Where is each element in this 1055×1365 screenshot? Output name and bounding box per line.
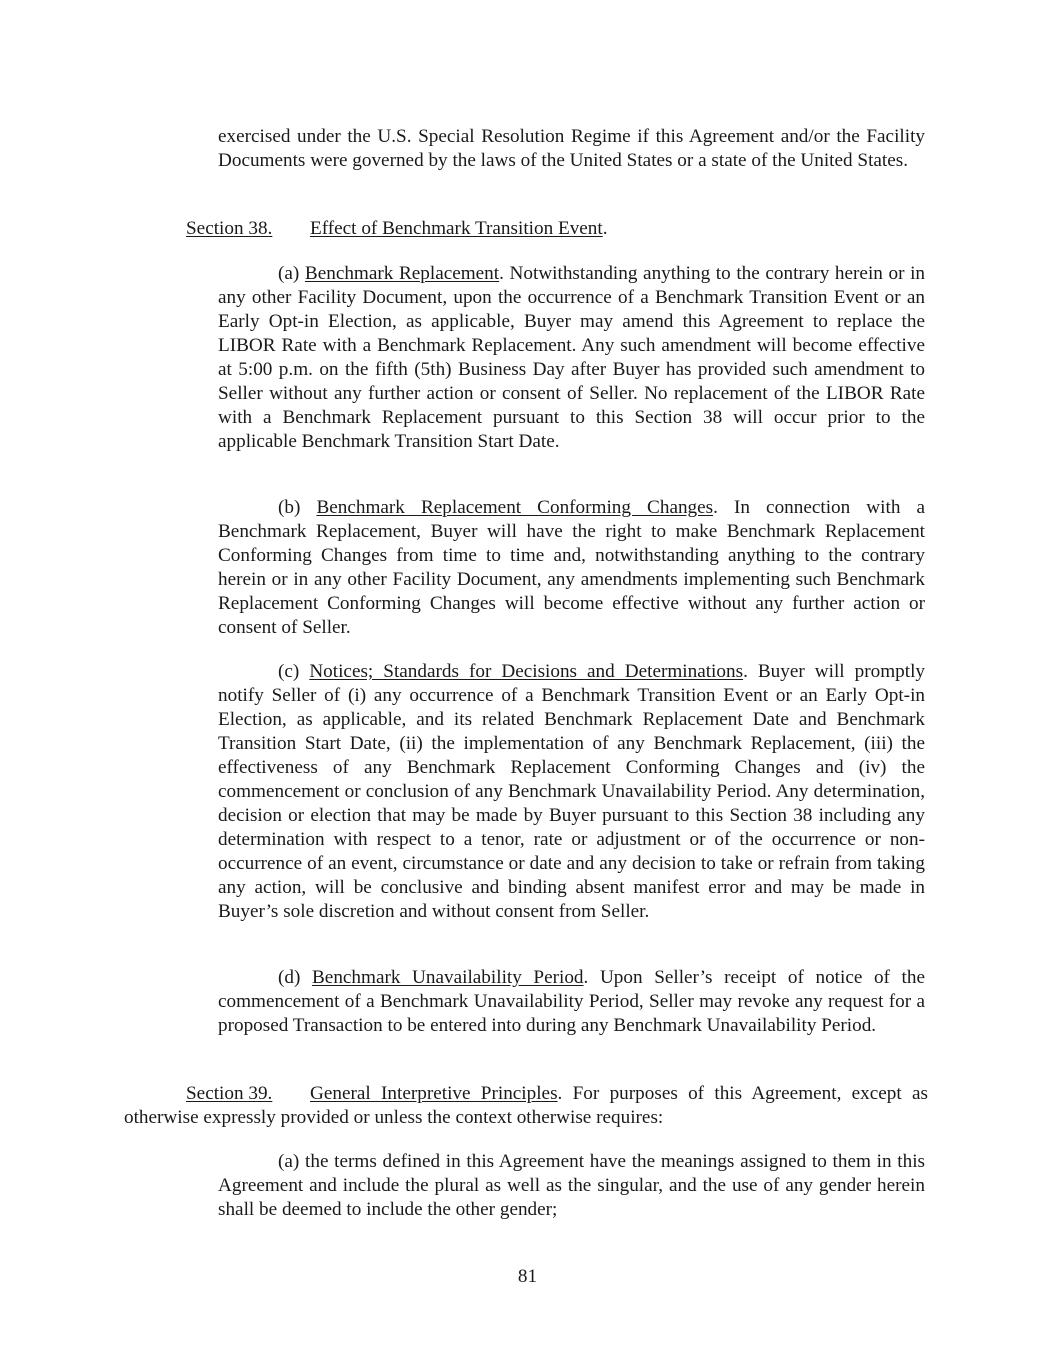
section-38-paragraph-b: (b) Benchmark Replacement Conforming Changes. In connection with a Benchmark Replacement, Buyer will have the right to make Benchmark Replacement Conforming Changes from time to time and, notwithstanding anything to the contrary herein or in any other Facility Document, any amendments implementing such Benchmark Replacement Conforming Changes will become effective without any further action or consent of Seller. — [218, 497, 926, 638]
section-39-paragraph-a: (a) the terms defined in this Agreement have the meanings assigned to them in this Agreement and include the plural as well as the singular, and the use of any gender herein shall be deemed to include the other gender; — [218, 1151, 925, 1220]
section-39-number: Section 39. — [186, 1083, 273, 1104]
section-38-paragraph-d: (d) Benchmark Unavailability Period. Upon Seller’s receipt of notice of the commencement of a Benchmark Unavailability Period, Seller may revoke any request for a proposed Transaction to be entered into during any Benchmark Unavailability Period. — [218, 967, 926, 1036]
section-39-title: General Interpretive Principles — [310, 1083, 558, 1104]
continuation-paragraph: exercised under the U.S. Special Resolution Regime if this Agreement and/or the Facility Documents were governed by the laws of the United States or a state of the United States. — [218, 126, 925, 171]
paragraph-d-heading: Benchmark Unavailability Period — [312, 967, 584, 988]
section-39-intro: Section 39. General Interpretive Principles. For purposes of this Agreement, except as otherwise expressly provided or unless the context otherwise requires: — [124, 1083, 928, 1128]
paragraph-b-heading: Benchmark Replacement Conforming Changes — [316, 497, 714, 518]
section-38-title: Effect of Benchmark Transition Event — [310, 218, 603, 239]
page-number: 81 — [517, 1266, 538, 1287]
section-38-number: Section 38. — [186, 218, 273, 239]
section-38-heading: Section 38. Effect of Benchmark Transition Event. — [186, 218, 608, 239]
paragraph-c-heading: Notices; Standards for Decisions and Determinations — [309, 661, 744, 682]
section-38-paragraph-a: (a) Benchmark Replacement. Notwithstanding anything to the contrary herein or in any other Facility Document, upon the occurrence of a Benchmark Transition Event or an Early Opt-in Election, as applicable, Buyer may amend this Agreement to replace the LIBOR Rate with a Benchmark Replacement. Any such amendment will become effective at 5:00 p.m. on the fifth (5th) Business Day after Buyer has provided such amendment to Seller without any further action or consent of Seller. No replacement of the LIBOR Rate with a Benchmark Replacement pursuant to this Section 38 will occur prior to the applicable Benchmark Transition Start Date. — [218, 263, 925, 452]
paragraph-a-heading: Benchmark Replacement — [304, 263, 500, 284]
section-38-paragraph-c: (c) Notices; Standards for Decisions and Determinations. Buyer will promptly notify Seller of (i) any occurrence of a Benchmark Transition Event or an Early Opt-in Election, as applicable, and its related Benchmark Replacement Date and Benchmark Transition Start Date, (ii) the implementation of any Benchmark Replacement, (iii) the effectiveness of any Benchmark Replacement Conforming Changes and (iv) the commencement or conclusion of any Benchmark Unavailability Period. Any determination, decision or election that may be made by Buyer pursuant to this Section 38 including any determination with respect to a tenor, rate or adjustment or of the occurrence or non-occurrence of an event, circumstance or date and any decision to take or refrain from taking any action, will be conclusive and binding absent manifest error and may be made in Buyer’s sole discretion and without consent from Seller. — [218, 661, 925, 922]
